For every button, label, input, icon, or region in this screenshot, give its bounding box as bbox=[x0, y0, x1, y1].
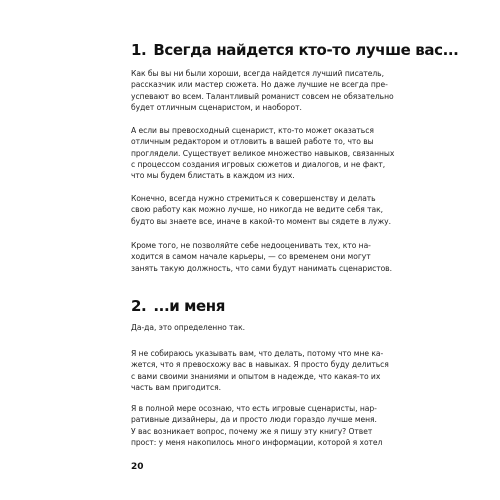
text-line: свою работу как можно лучше, но никогда не ведите себя так, bbox=[131, 205, 383, 215]
paragraph bbox=[131, 322, 371, 333]
text-line: Как бы вы ни были хороши, всегда найдется лучший писатель, bbox=[131, 69, 384, 78]
text-line: ходится в самом начале карьеры, — со временем они могут bbox=[131, 252, 371, 262]
text-line: что мы будем блистать в каждом из них. bbox=[131, 171, 295, 181]
text-line: Я не собираюсь указывать вам, что делать, потому что мне ка- bbox=[131, 349, 384, 358]
section-heading-2 bbox=[131, 296, 225, 316]
text-line: проглядели. Существует великое множество навыков, связанных bbox=[131, 148, 395, 158]
text-line: с вами своими знаниями и опытом в надежде, что какая-то их bbox=[131, 371, 381, 381]
text-line: занять такую должность, что сами будут нанимать сценаристов. bbox=[131, 263, 392, 273]
text-line: Да-да, это определенно так. bbox=[131, 323, 245, 332]
section-number-1: 1. bbox=[131, 41, 147, 59]
section-title-1: Всегда найдется кто-то лучше вас... bbox=[153, 41, 459, 59]
text-line: будет отличным сценаристом, и наоборот. bbox=[131, 102, 302, 112]
section-number-2: 2. bbox=[131, 297, 147, 315]
text-line: будто вы знаете все, иначе в какой-то момент вы сядете в лужу. bbox=[131, 216, 391, 226]
text-line: Конечно, всегда нужно стремиться к совершенству и делать bbox=[131, 194, 376, 203]
paragraph bbox=[131, 125, 395, 181]
section-heading-1 bbox=[131, 40, 458, 60]
text-line: У вас возникает вопрос, почему же я пишу эту книгу? Ответ bbox=[131, 426, 373, 436]
text-line: отличным редактором и отловить в вашей работе то, что вы bbox=[131, 137, 374, 147]
paragraph bbox=[131, 68, 394, 113]
paragraph bbox=[131, 193, 391, 227]
paragraph bbox=[131, 348, 389, 393]
text-line: А если вы превосходный сценарист, кто-то может оказаться bbox=[131, 126, 374, 135]
page-number: 20 bbox=[131, 462, 144, 472]
text-line: прост: у меня накопилось много информации, которой я хотел bbox=[131, 437, 383, 447]
text-line: рассказчик или мастер сюжета. Но даже лучшие не всегда пре- bbox=[131, 80, 388, 90]
text-line: успевают во всем. Талантливый романист совсем не обязательно bbox=[131, 91, 394, 101]
text-line: Кроме того, не позволяйте себе недооценивать тех, кто на- bbox=[131, 241, 371, 250]
text-line: часть вам пригодится. bbox=[131, 382, 221, 392]
paragraph bbox=[131, 240, 392, 274]
paragraph bbox=[131, 403, 383, 448]
section-title-2: ...и меня bbox=[153, 297, 226, 315]
text-line: ративные дизайнеры, да и просто люди гораздо лучше меня. bbox=[131, 415, 377, 425]
text-line: с процессом создания игровых сюжетов и диалогов, и не факт, bbox=[131, 159, 386, 169]
text-line: жется, что я превосхожу вас в навыках. Я просто буду делиться bbox=[131, 360, 389, 370]
text-line: Я в полной мере осознаю, что есть игровые сценаристы, нар- bbox=[131, 404, 377, 413]
